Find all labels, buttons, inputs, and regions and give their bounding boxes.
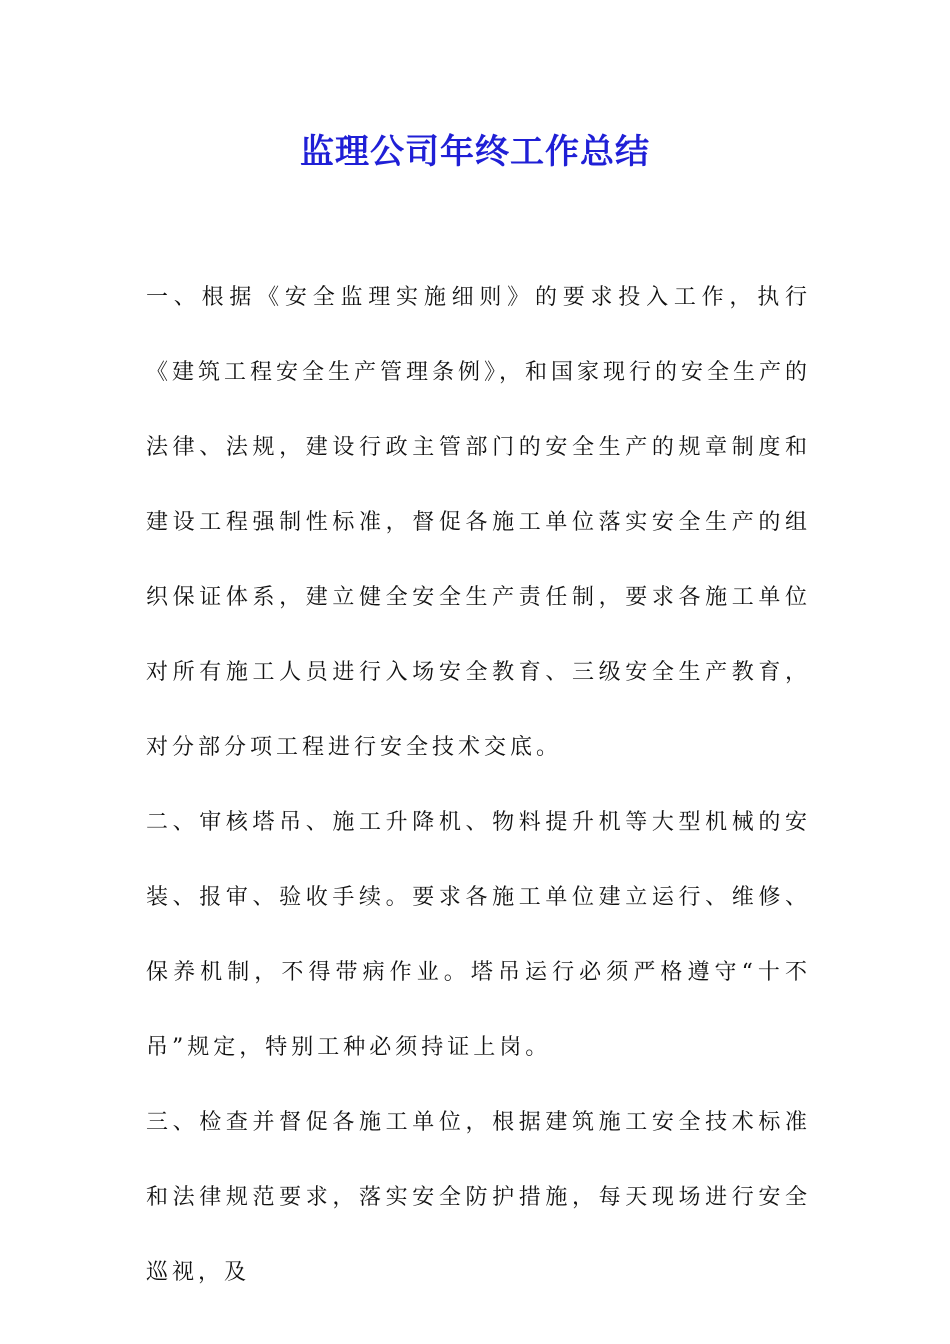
document-body (146, 260, 811, 1310)
paragraph-1: 一、根据《安全监理实施细则》的要求投入工作，执行《建筑工程安全生产管理条例》，和国家现行的安全生产的法律、法规，建设行政主管部门的安全生产的规章制度和建设工程强制性标准，督促各施工单位落实安全生产的组织保证体系，建立健全安全生产责任制，要求各施工单位对所有施工人员进行入场安全教育、三级安全生产教育，对分部分项工程进行安全技术交底。 (146, 285, 812, 760)
paragraph-2: 二、审核塔吊、施工升降机、物料提升机等大型机械的安装、报审、验收手续。要求各施工单位建立运行、维修、保养机制，不得带病作业。塔吊运行必须严格遵守“十不吊”规定，特别工种必须持证上岗。 (146, 810, 811, 1060)
paragraph-3: 三、检查并督促各施工单位，根据建筑施工安全技术标准和法律规范要求，落实安全防护措施，每天现场进行安全巡视，及 (146, 1110, 811, 1285)
document-title: 监理公司年终工作总结 (300, 132, 650, 172)
